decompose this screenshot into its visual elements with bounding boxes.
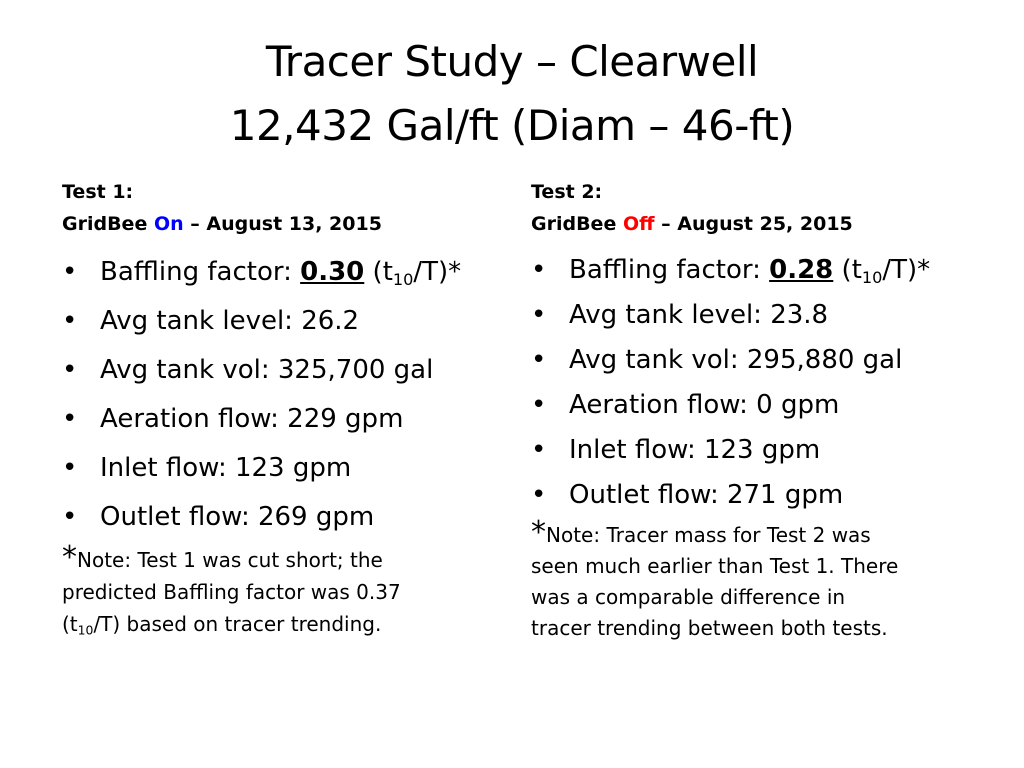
list-item-text: Inlet flow: 123 gpm [100,453,352,483]
baffling-tail: /T)* [413,257,462,287]
list-item [62,346,502,395]
asterisk: * [531,515,546,550]
bullet-icon: • [531,435,547,465]
list-item [62,297,502,346]
test2-note [531,515,971,644]
list-item-text: Avg tank vol: 325,700 gal [100,355,434,385]
baffling-t: (t [841,255,862,285]
list-item-text: Avg tank level: 26.2 [100,306,360,336]
test1-date: – August 13, 2015 [190,213,382,235]
test1-heading [62,176,502,240]
note-line-1 [531,515,971,551]
list-item-text: Aeration flow: 0 gpm [569,390,840,420]
note-text: /T) based on tracer trending. [93,612,382,636]
list-item [531,293,971,338]
test2-column [531,176,971,644]
test2-gridbee: GridBee [531,213,617,235]
bullet-icon: • [62,404,78,434]
bullet-icon: • [531,255,547,285]
note-line-2: predicted Baffling factor was 0.37 [62,580,401,604]
baffling-label: Baffling factor: [569,255,770,285]
test2-bullet-list [531,248,971,518]
test1-subheading [62,208,502,240]
list-item [531,428,971,473]
test1-bullet-list [62,248,502,542]
note-line-3 [62,608,502,640]
note-text: (t [62,612,78,636]
baffling-value: 0.30 [300,257,365,287]
list-item-text: Avg tank vol: 295,880 gal [569,345,903,375]
list-item-text: Avg tank level: 23.8 [569,300,829,330]
bullet-icon: • [531,300,547,330]
list-item [531,383,971,428]
bullet-icon: • [62,453,78,483]
list-item [531,473,971,518]
bullet-icon: • [62,257,78,287]
note-line-2: seen much earlier than Test 1. There [531,554,899,578]
baffling-sub: 10 [861,267,883,287]
list-item [62,444,502,493]
title-line-2: 12,432 Gal/ft (Diam – 46-ft) [229,101,795,150]
test2-subheading [531,208,971,240]
test1-column [62,176,502,640]
baffling-label: Baffling factor: [100,257,301,287]
title-line-1: Tracer Study – Clearwell [265,37,759,86]
baffling-value: 0.28 [769,255,834,285]
test2-baffling-item [531,248,971,293]
test2-date: – August 25, 2015 [661,213,853,235]
test1-baffling-item [62,248,502,297]
slide-title [0,30,1024,158]
test1-gridbee: GridBee [62,213,148,235]
note-line-4: tracer trending between both tests. [531,616,888,640]
list-item [62,493,502,542]
test1-label: Test 1: [62,181,134,203]
bullet-icon: • [62,355,78,385]
test1-state: On [153,213,184,235]
bullet-icon: • [531,390,547,420]
test2-state: Off [622,213,655,235]
list-item-text: Inlet flow: 123 gpm [569,435,821,465]
note-sub: 10 [77,622,94,638]
list-item [531,338,971,383]
test2-heading [531,176,971,240]
test1-note [62,540,502,640]
list-item-text: Outlet flow: 269 gpm [100,502,375,532]
baffling-tail: /T)* [882,255,931,285]
note-line-1 [62,540,502,576]
test2-label: Test 2: [531,181,603,203]
list-item-text: Aeration flow: 229 gpm [100,404,404,434]
asterisk: * [62,540,77,575]
note-line-3: was a comparable difference in [531,585,846,609]
note-text: Note: Test 1 was cut short; the [77,548,383,572]
bullet-icon: • [531,345,547,375]
bullet-icon: • [62,502,78,532]
bullet-icon: • [62,306,78,336]
baffling-sub: 10 [392,269,414,289]
list-item-text: Outlet flow: 271 gpm [569,480,844,510]
list-item [62,395,502,444]
bullet-icon: • [531,480,547,510]
note-text: Note: Tracer mass for Test 2 was [546,523,871,547]
baffling-t: (t [372,257,393,287]
